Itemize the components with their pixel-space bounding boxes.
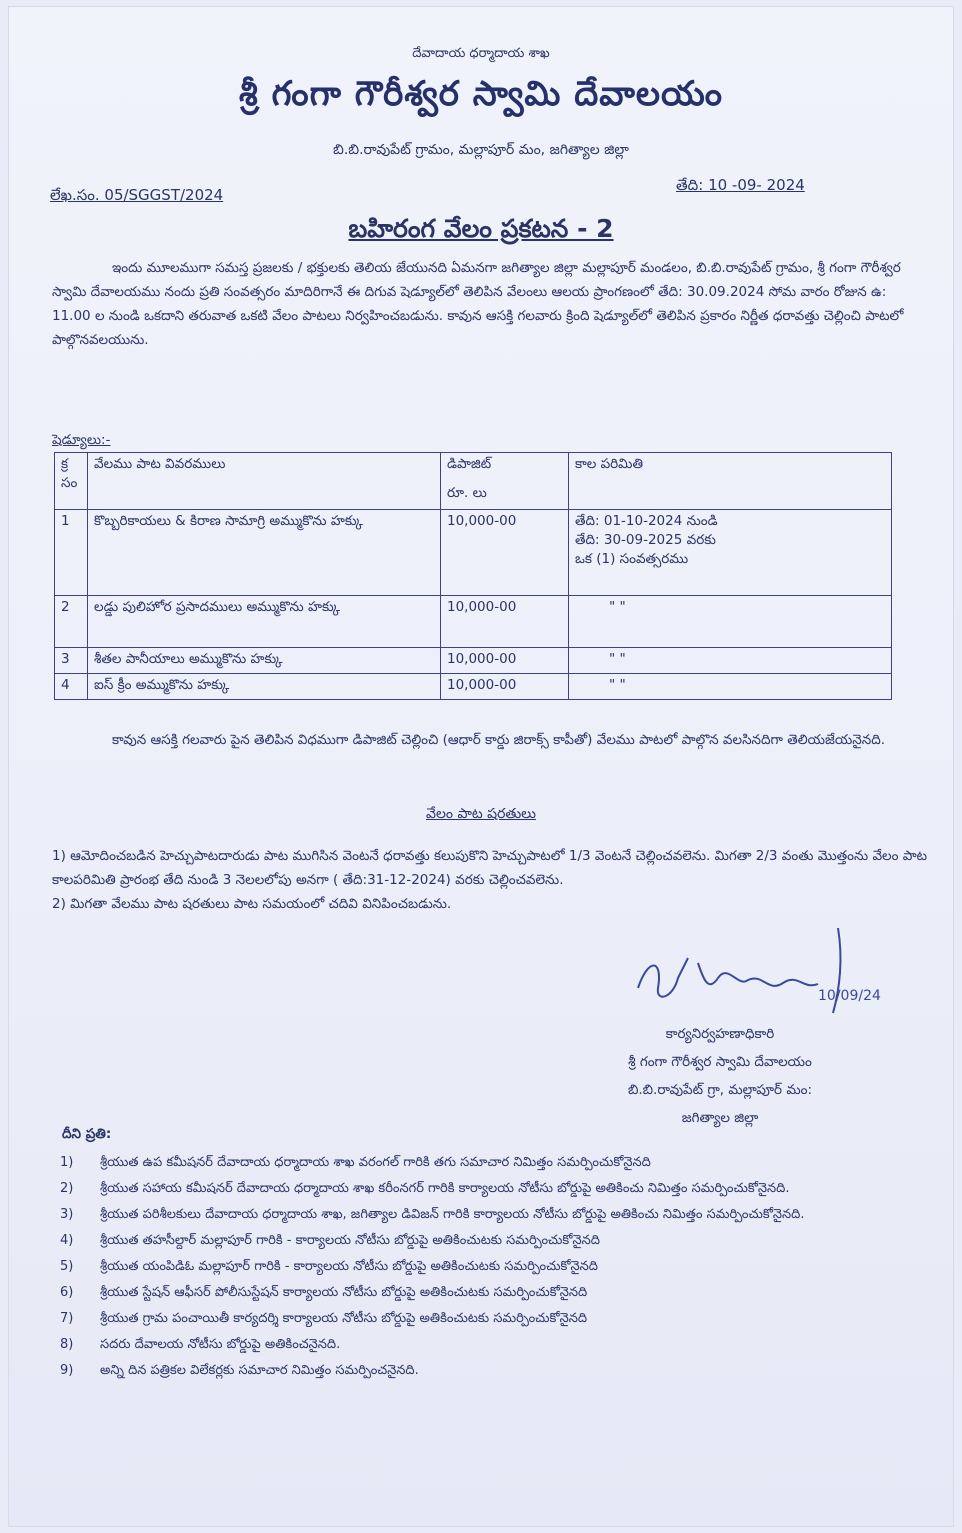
item-number: 1) [60,1155,74,1170]
row-period: " " [569,596,892,648]
temple-title: శ్రీ గంగా గౌరీశ్వర స్వామి దేవాలయం [239,74,723,114]
table-row [55,596,892,648]
item-number: 4) [60,1233,74,1248]
notice-date: తేది: 10 -09- 2024 [676,176,805,194]
conditions-list [52,844,928,916]
list-item [60,1228,930,1254]
signatory-temple: శ్రీ గంగా గౌరీశ్వర స్వామి దేవాలయం [628,1054,812,1070]
notice-heading: బహిరంగ వేలం ప్రకటన - 2 [348,214,614,243]
item-text: శ్రీయుత పరిశీలకులు దేవాదాయ ధర్మాదాయ శాఖ, జగిత్యాల డివిజన్ గారికి కార్యాలయ నోటీసు బోర్డుపై అతికించు నిమిత్తం సమర్పించుకోనైనది. [100,1207,805,1222]
signatory-district: జగిత్యాల జిల్లా [681,1110,759,1126]
row-period: " " [569,674,892,700]
period-length: ఒక (1) సంవత్సరము [575,551,689,567]
copy-to-label: దీని ప్రతి: [62,1126,112,1142]
list-item [60,1280,930,1306]
list-item [60,1176,930,1202]
row-period [569,510,892,596]
schedule-label: షెడ్యూలు:- [52,432,111,448]
row-sno: 1 [55,510,88,596]
temple-address: బి.బి.రావుపేట్ గ్రామం, మల్లాపూర్ మం, జగిత్యాల జిల్లా [333,142,629,158]
row-deposit: 10,000-00 [441,510,569,596]
item-number: 6) [60,1285,74,1300]
item-number: 3) [60,1207,74,1222]
item-number: 2) [60,1181,74,1196]
row-item: కొబ్బరికాయలు & కిరాణ సామాగ్రి అమ్ముకొను హక్కు [88,510,441,596]
period-from: తేది: 01-10-2024 నుండి [575,513,718,529]
reference-number: లేఖ.సం. 05/SGGST/2024 [50,186,224,204]
list-item [60,1202,930,1228]
conditions-heading: వేలం పాట షరతులు [426,806,536,822]
signature-block [560,1020,880,1132]
row-item: లడ్డు పులిహోర ప్రసాదములు అమ్ముకొను హక్కు [88,596,441,648]
item-number: 9) [60,1363,74,1378]
item-number: 8) [60,1337,74,1352]
table-header-row [55,453,892,510]
signatory-address: బి.బి.రావుపేట్ గ్రా, మల్లాపూర్ మం: [627,1082,813,1098]
period-to: తేది: 30-09-2025 వరకు [575,532,716,548]
svg-text:10/09/24: 10/09/24 [818,988,881,1004]
item-text: శ్రీయుత తహసీల్దార్ మల్లాపూర్ గారికి - కార్యాలయ నోటీసు బోర్డుపై అతికించుటకు సమర్పించుకోనైనది [100,1233,600,1248]
list-item [60,1150,930,1176]
item-text: శ్రీయుత సహాయ కమీషనర్ దేవాదాయ ధర్మాదాయ శాఖ కరీంనగర్ గారికి కార్యాలయ నోటీసు బోర్డుపై అతికించు నిమిత్తం సమర్పించుకోనైనది. [100,1181,790,1196]
col-item: వేలము పాట వివరములు [88,453,441,510]
table-row [55,510,892,596]
col-period: కాల పరిమితి [569,453,892,510]
row-sno: 3 [55,648,88,674]
row-period: " " [569,648,892,674]
copy-to-list [60,1150,930,1384]
list-item [60,1306,930,1332]
item-number: 5) [60,1259,74,1274]
list-item [60,1358,930,1384]
intro-paragraph: ఇందు మూలముగా సమస్త ప్రజలకు / భక్తులకు తెలియ జేయునది ఏమనగా జగిత్యాల జిల్లా మల్లాపూర్ మండలం, బి.బి.రావుపేట్ గ్రామం, శ్రీ గంగా గౌరీశ్వర స్వామి దేవాలయము నందు ప్రతి సంవత్సరం మాదిరిగానే ఈ దిగువ షెడ్యూల్‌లో తెలిపిన వేలంలు ఆలయ ప్రాంగణంలో తేది: 30.09.2024 సోమ వారం రోజున ఉ: 11.00 ల నుండి ఒకదాని తరువాత ఒకటి వేలం పాటలు నిర్వహించబడును. కావున ఆసక్తి గలవారు క్రింది షెడ్యూల్‌లో తెలిపిన ప్రకారం నిర్ణీత ధరావత్తు చెల్లించి పాటలో పాల్గొనవలయును. [52,260,904,348]
department-name: దేవాదాయ ధర్మాదాయ శాఖ [412,46,550,61]
after-table-paragraph: కావున ఆసక్తి గలవారు పైన తెలిపిన విధముగా డిపాజిట్ చెల్లించి (ఆధార్ కార్డు జిరాక్స్ కాపీతో) వేలము పాటలో పాల్గొన వలసినదిగా తెలియజేయనైనది. [112,732,886,748]
row-item: శీతల పానీయాలు అమ్ముకొను హక్కు [88,648,441,674]
row-item: ఐస్ క్రీం అమ్ముకొను హక్కు [88,674,441,700]
col-sno: క్ర సం [55,453,88,510]
condition-item: 1) ఆమోదించబడిన హెచ్చుపాటదారుడు పాట ముగిసిన వెంటనే ధరావత్తు కలుపుకొని హెచ్చుపాటలో 1/3 వెంటనే చెల్లించవలెను. మిగతా 2/3 వంతు మొత్తంను వేలం పాట కాలపరిమితి ప్రారంభ తేది నుండి 3 నెలలలోపు అనగా ( తేది:31-12-2024) వరకు చెల్లించవలెను. [52,848,928,888]
item-text: సదరు దేవాలయ నోటీసు బోర్డుపై అతికించనైనది. [100,1337,341,1352]
row-deposit: 10,000-00 [441,648,569,674]
item-text: శ్రీయుత గ్రామ పంచాయితీ కార్యదర్శి కార్యాలయ నోటీసు బోర్డుపై అతికించుటకు సమర్పించుకోనైనది [100,1311,588,1326]
col-deposit-unit: రూ. లు [447,485,487,501]
list-item [60,1332,930,1358]
schedule-table [54,452,892,700]
item-text: అన్ని దిన పత్రికల విలేకర్లకు సమాచార నిమిత్తం సమర్పించనైనది. [100,1363,419,1378]
table-row [55,648,892,674]
table-row [55,674,892,700]
row-sno: 4 [55,674,88,700]
handwritten-signature [628,918,918,1018]
col-deposit [441,453,569,510]
item-text: శ్రీయుత స్టేషన్ ఆఫీసర్ పోలీసుస్టేషన్ కార్యాలయ నోటీసు బోర్డుపై అతికించుటకు సమర్పించుకోనైనది [100,1285,588,1300]
col-deposit-label: డిపాజిట్ [447,456,492,472]
signatory-title: కార్యనిర్వహణాధికారి [665,1026,775,1042]
condition-item: 2) మిగతా వేలము పాట షరతులు పాట సమయంలో చదివి వినిపించబడును. [52,896,452,912]
list-item [60,1254,930,1280]
item-number: 7) [60,1311,74,1326]
row-deposit: 10,000-00 [441,674,569,700]
row-sno: 2 [55,596,88,648]
item-text: శ్రీయుత యంపిడిఓ మల్లాపూర్ గారికి - కార్యాలయ నోటీసు బోర్డుపై అతికించుటకు సమర్పించుకోనైనది [100,1259,598,1274]
item-text: శ్రీయుత ఉప కమీషనర్ దేవాదాయ ధర్మాదాయ శాఖ వరంగల్ గారికి తగు సమాచార నిమిత్తం సమర్పించుకోనైనది [100,1155,651,1170]
row-deposit: 10,000-00 [441,596,569,648]
